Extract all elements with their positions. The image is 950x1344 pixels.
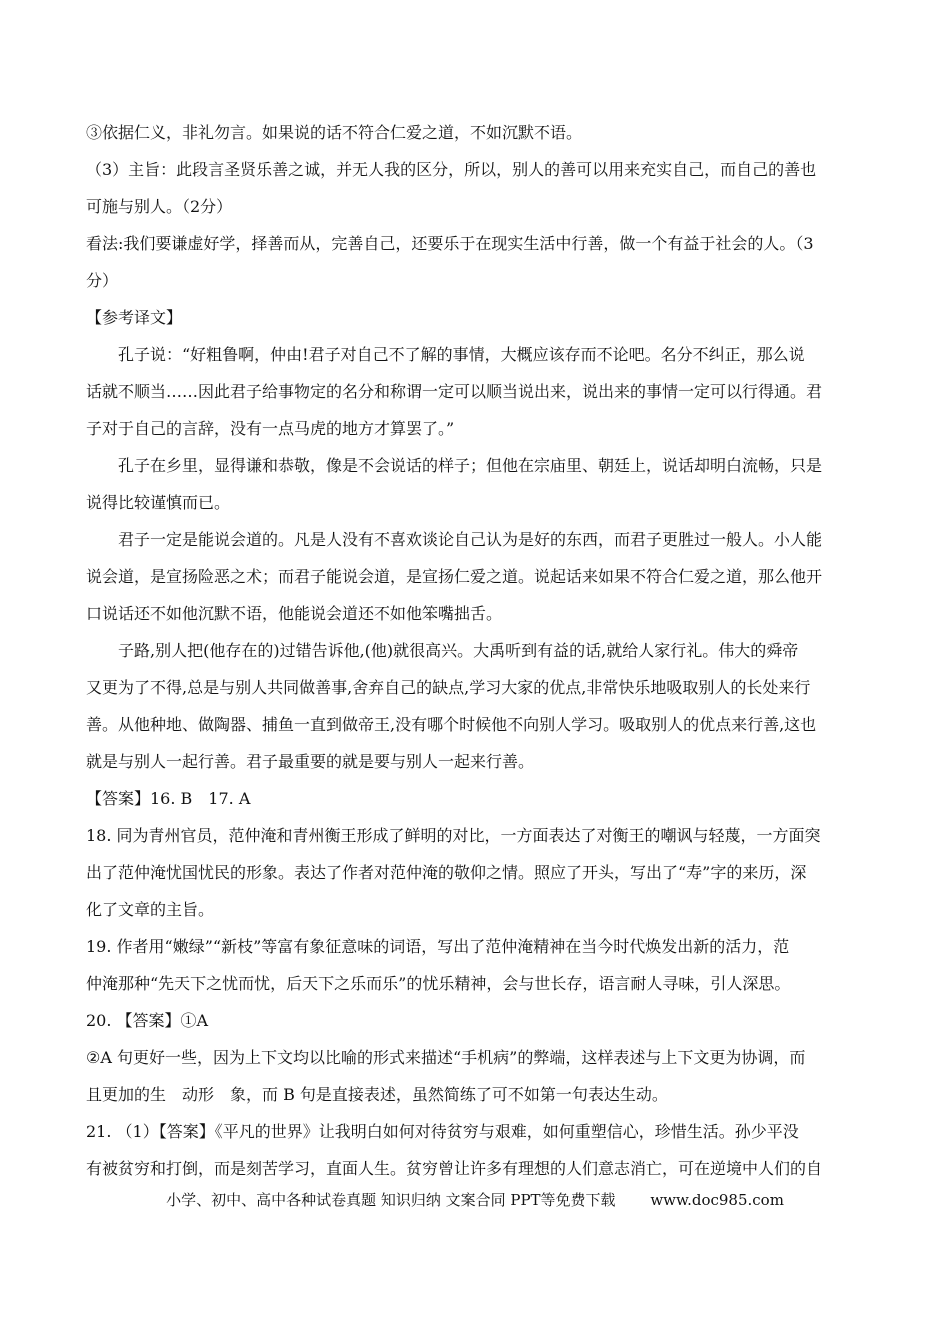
text-line: 且更加的生 动形 象，而 B 句是直接表述，虽然简练了可不如第一句表达生动。	[86, 1085, 668, 1104]
text-line: 就是与别人一起行善。君子最重要的就是要与别人一起来行善。	[86, 752, 535, 771]
text-line: 看法:我们要谦虚好学，择善而从，完善自己，还要乐于在现实生活中行善，做一个有益于社会的人。（3	[86, 234, 814, 253]
text-line: 18. 同为青州官员，范仲淹和青州衡王形成了鲜明的对比，一方面表达了对衡王的嘲讽与轻蔑，一方面突	[86, 826, 821, 845]
section-heading: 【参考译文】	[86, 308, 183, 327]
text-line: ③依据仁义，非礼勿言。如果说的话不符合仁爱之道，不如沉默不语。	[86, 123, 583, 142]
document-body	[86, 114, 864, 1187]
text-line: 子路,别人把(他存在的)过错告诉他,(他)就很高兴。大禹听到有益的话,就给人家行礼。伟大的舜帝	[86, 641, 799, 660]
text-line: 仲淹那种“先天下之忧而忧，后天下之乐而乐”的忧乐精神，会与世长存，语言耐人寻味，引人深思。	[86, 974, 791, 993]
text-line: 说得比较谨慎而已。	[86, 493, 231, 512]
answer-line: 20. 【答案】①A	[86, 1011, 209, 1030]
footer-url-link[interactable]: www.doc985.com	[650, 1191, 784, 1209]
footer-text: 小学、初中、高中各种试卷真题 知识归纳 文案合同 PPT等免费下载	[166, 1191, 616, 1209]
text-line: 又更为了不得,总是与别人共同做善事,舍弃自己的缺点,学习大家的优点,非常快乐地吸取别人的长处来行	[86, 678, 811, 697]
text-line: （3）主旨：此段言圣贤乐善之诚，并无人我的区分，所以，别人的善可以用来充实自己，而自己的善也	[86, 160, 817, 179]
text-line: 19. 作者用“嫩绿”“新枝”等富有象征意味的词语，写出了范仲淹精神在当今时代焕发出新的活力，范	[86, 937, 790, 956]
text-line: ②A 句更好一些，因为上下文均以比喻的形式来描述“手机病”的弊端，这样表述与上下文更为协调，而	[86, 1048, 806, 1067]
text-line: 可施与别人。（2分）	[86, 197, 233, 216]
text-line: 善。从他种地、做陶器、捕鱼一直到做帝王,没有哪个时候他不向别人学习。吸取别人的优点来行善,这也	[86, 715, 817, 734]
text-line: 分）	[86, 271, 119, 290]
text-line: 出了范仲淹忧国忧民的形象。表达了作者对范仲淹的敬仰之情。照应了开头，写出了“寿”字的来历，深	[86, 863, 807, 882]
text-line: 有被贫穷和打倒，而是刻苦学习，直面人生。贫穷曾让许多有理想的人们意志消亡，可在逆境中人们的自	[86, 1159, 823, 1178]
answer-line: 【答案】16. B 17. A	[86, 789, 251, 808]
text-line: 说会道，是宣扬险恶之术；而君子能说会道，是宣扬仁爱之道。说起话来如果不符合仁爱之道，那么他开	[86, 567, 823, 586]
text-line: 21. （1）【答案】《平凡的世界》让我明白如何对待贫穷与艰难，如何重塑信心，珍惜生活。孙少平没	[86, 1122, 799, 1141]
text-line: 子对于自己的言辞，没有一点马虎的地方才算罢了。”	[86, 419, 455, 438]
text-line: 君子一定是能说会道的。凡是人没有不喜欢谈论自己认为是好的东西，而君子更胜过一般人。小人能	[86, 530, 823, 549]
text-line: 孔子说：“好粗鲁啊，仲由!君子对自己不了解的事情，大概应该存而不论吧。名分不纠正，那么说	[86, 345, 805, 364]
page-footer	[0, 1189, 950, 1211]
text-line: 话就不顺当……因此君子给事物定的名分和称谓一定可以顺当说出来，说出来的事情一定可以行得通。君	[86, 382, 823, 401]
text-line: 化了文章的主旨。	[86, 900, 215, 919]
text-line: 口说话还不如他沉默不语，他能说会道还不如他笨嘴拙舌。	[86, 604, 503, 623]
text-line: 孔子在乡里，显得谦和恭敬，像是不会说话的样子；但他在宗庙里、朝廷上，说话却明白流畅，只是	[86, 456, 823, 475]
